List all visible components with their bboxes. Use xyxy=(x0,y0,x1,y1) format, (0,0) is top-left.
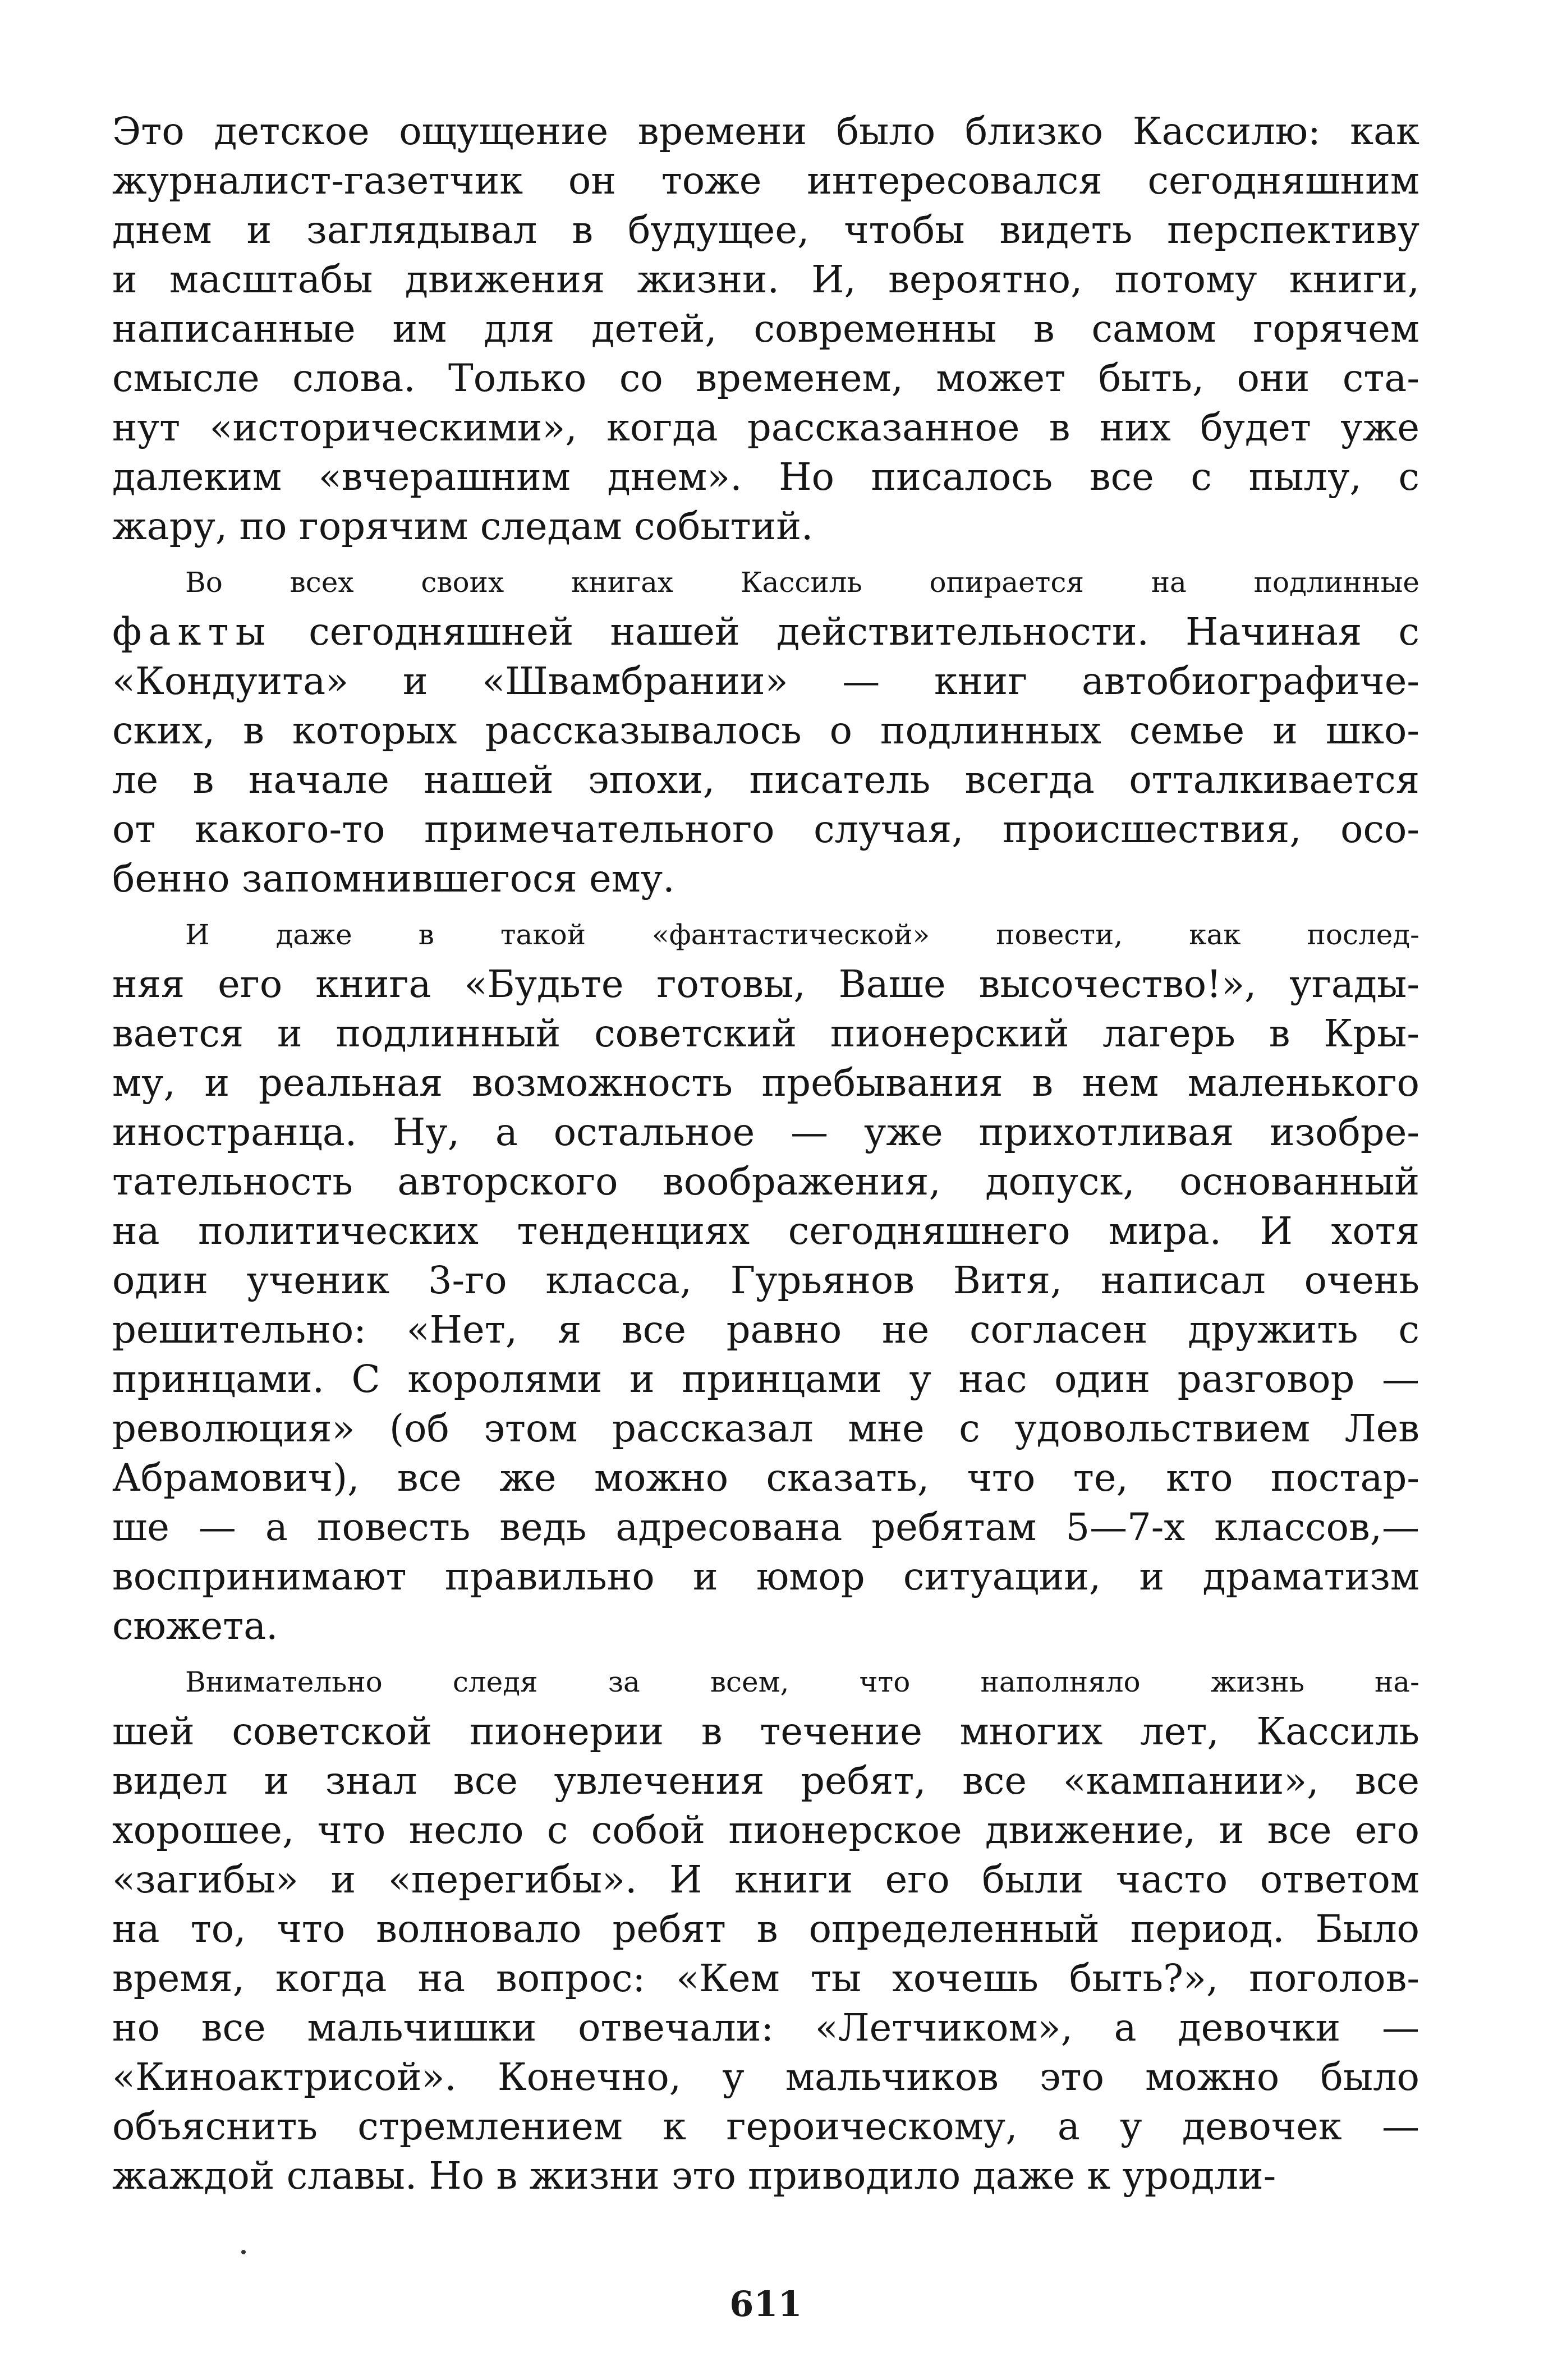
paragraph xyxy=(112,1657,1419,2200)
text-line: жаждой славы. Но в жизни это приводило даже к уродли- xyxy=(112,2154,1276,2198)
text-line: Во всех своих книгах Кассиль опирается на подлинные xyxy=(185,566,1419,599)
text-line: воспринимают правильно и юмор ситуации, и драматизм xyxy=(112,1555,1419,1598)
print-speck xyxy=(241,2250,246,2254)
text-line: ских, в которых рассказывалось о подлинных семье и шко- xyxy=(112,709,1419,752)
text-line: ле в начале нашей эпохи, писатель всегда отталкивается xyxy=(112,758,1419,802)
text-line: «загибы» и «перегибы». И книги его были часто ответом xyxy=(112,1858,1419,1901)
text-body xyxy=(112,107,1419,2200)
text-line: от какого-то примечательного случая, происшествия, осо- xyxy=(112,807,1419,851)
text-line: принцами. С королями и принцами у нас один разговор — xyxy=(112,1357,1419,1401)
text-line: Абрамович), все же можно сказать, что те, кто постар- xyxy=(112,1456,1419,1500)
text-line: ше — а повесть ведь адресована ребятам 5—7-х классов,— xyxy=(112,1505,1419,1549)
paragraph xyxy=(112,558,1419,903)
text-line: видел и знал все увлечения ребят, все «кампании», все xyxy=(112,1759,1419,1803)
text-line: время, когда на вопрос: «Кем ты хочешь быть?», поголов- xyxy=(112,1956,1419,2000)
text-line: тательность авторского воображения, допуск, основанный xyxy=(112,1160,1419,1203)
text-line: шей советской пионерии в течение многих лет, Кассиль xyxy=(112,1710,1419,1753)
text-line: журналист-газетчик он тоже интересовался сегодняшним xyxy=(112,159,1419,203)
text-line: написанные им для детей, современны в самом горячем xyxy=(112,307,1419,351)
text-line: и масштабы движения жизни. И, вероятно, потому книги, xyxy=(112,258,1419,301)
text-line: бенно запомнившегося ему. xyxy=(112,857,675,900)
paragraph xyxy=(112,910,1419,1651)
text-line: Внимательно следя за всем, что наполняло жизнь на- xyxy=(185,1666,1419,1698)
text-line: «Кондуита» и «Швамбрании» — книг автобиографиче- xyxy=(112,659,1419,703)
text-line: далеким «вчерашним днем». Но писалось все с пылу, с xyxy=(112,455,1419,499)
page-number: 611 xyxy=(729,2283,802,2324)
text-line: смысле слова. Только со временем, может быть, они ста- xyxy=(112,356,1419,400)
text-line: му, и реальная возможность пребывания в нем маленького xyxy=(112,1061,1419,1105)
text-line: на политических тенденциях сегодняшнего мира. И хотя xyxy=(112,1209,1419,1253)
text-line: но все мальчишки отвечали: «Летчиком», а девочки — xyxy=(112,2006,1419,2050)
text-line: объяснить стремлением к героическому, а у девочек — xyxy=(112,2105,1419,2148)
book-page xyxy=(112,107,1419,2324)
text-line: днем и заглядывал в будущее, чтобы видеть перспективу xyxy=(112,208,1419,252)
text-line: няя его книга «Будьте готовы, Ваше высочество!», угады- xyxy=(112,962,1419,1006)
text-line: вается и подлинный советский пионерский лагерь в Кры- xyxy=(112,1012,1419,1055)
text-line: «Киноактрисой». Конечно, у мальчиков это можно было xyxy=(112,2055,1419,2099)
text-line: хорошее, что несло с собой пионерское движение, и все его xyxy=(112,1808,1419,1852)
text-line: на то, что волновало ребят в определенный период. Было xyxy=(112,1907,1419,1951)
text-line: решительно: «Нет, я все равно не согласен дружить с xyxy=(112,1308,1419,1352)
text-line: Это детское ощущение времени было близко Кассилю: как xyxy=(112,109,1419,153)
text-line: нут «историческими», когда рассказанное в них будет уже xyxy=(112,406,1419,449)
text-line: жару, по горячим следам событий. xyxy=(112,504,814,548)
text-line: иностранца. Ну, а остальное — уже прихотливая изобре- xyxy=(112,1110,1419,1154)
text-line: революция» (об этом рассказал мне с удовольствием Лев xyxy=(112,1407,1419,1450)
text-line: сюжета. xyxy=(112,1604,278,1648)
paragraph xyxy=(112,107,1419,551)
text-line: И даже в такой «фантастической» повести, как послед- xyxy=(185,918,1419,951)
text-line: факты сегодняшней нашей действительности. Начиная с xyxy=(112,610,1419,654)
text-line: один ученик 3-го класса, Гурьянов Витя, написал очень xyxy=(112,1258,1419,1302)
